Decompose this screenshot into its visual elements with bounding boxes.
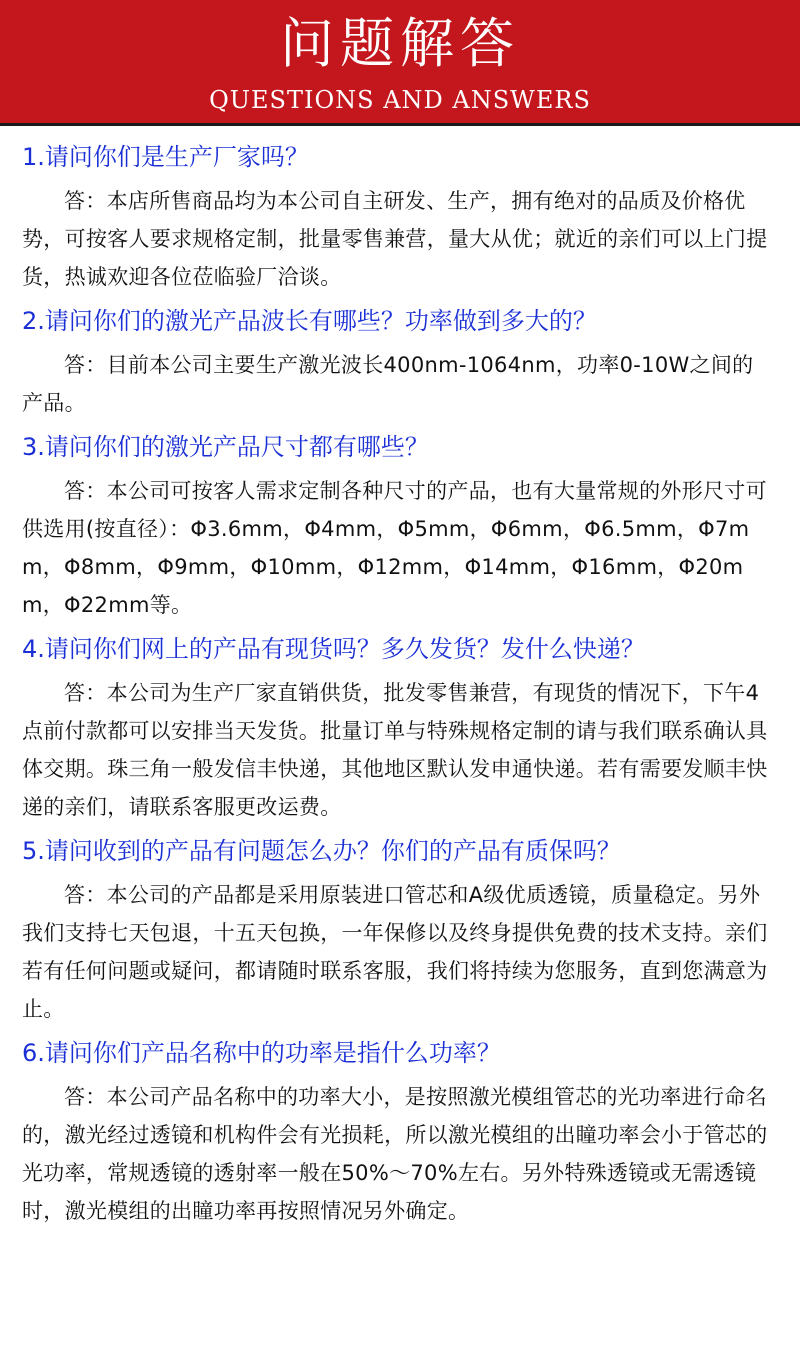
faq-item-5 <box>22 834 772 1028</box>
faq-answer-5: 答：本公司的产品都是采用原装进口管芯和A级优质透镜，质量稳定。另外我们支持七天包退，十五天包换，一年保修以及终身提供免费的技术支持。亲们若有任何问题或疑问，都请随时联系客服，我们将持续为您服务，直到您满意为止。 <box>22 883 768 1021</box>
faq-item-1 <box>22 140 772 296</box>
page-title: 问题解答 <box>280 12 520 75</box>
faq-question-5: 5.请问收到的产品有问题怎么办？你们的产品有质保吗？ <box>22 837 621 865</box>
faq-question-3: 3.请问你们的激光产品尺寸都有哪些？ <box>22 433 429 461</box>
faq-answer-3: 答：本公司可按客人需求定制各种尺寸的产品，也有大量常规的外形尺寸可供选用(按直径）：Φ3.6mm，Φ4mm，Φ5mm，Φ6mm，Φ6.5mm，Φ7mm，Φ8mm，Φ9mm，Φ10mm，Φ12mm，Φ14mm，Φ16mm，Φ20mm，Φ22mm等。 <box>22 479 767 617</box>
faq-question-4: 4.请问你们网上的产品有现货吗？多久发货？发什么快递？ <box>22 635 645 663</box>
faq-item-6 <box>22 1036 772 1230</box>
header-banner <box>0 0 800 126</box>
faq-question-6: 6.请问你们产品名称中的功率是指什么功率？ <box>22 1039 501 1067</box>
faq-item-2 <box>22 304 772 422</box>
faq-answer-4: 答：本公司为生产厂家直销供货，批发零售兼营，有现货的情况下，下午4点前付款都可以安排当天发货。批量订单与特殊规格定制的请与我们联系确认具体交期。珠三角一般发信丰快递，其他地区默认发申通快递。若有需要发顺丰快递的亲们，请联系客服更改运费。 <box>22 681 768 819</box>
faq-question-2: 2.请问你们的激光产品波长有哪些？功率做到多大的？ <box>22 307 597 335</box>
page-subtitle: QUESTIONS AND ANSWERS <box>209 86 591 114</box>
faq-answer-1: 答：本店所售商品均为本公司自主研发、生产，拥有绝对的品质及价格优势，可按客人要求规格定制，批量零售兼营，量大从优；就近的亲们可以上门提货，热诚欢迎各位莅临验厂洽谈。 <box>22 189 768 289</box>
faq-item-4 <box>22 632 772 826</box>
faq-answer-6: 答：本公司产品名称中的功率大小，是按照激光模组管芯的光功率进行命名的，激光经过透镜和机构件会有光损耗，所以激光模组的出瞳功率会小于管芯的光功率，常规透镜的透射率一般在50%～70%左右。另外特殊透镜或无需透镜时，激光模组的出瞳功率再按照情况另外确定。 <box>22 1085 768 1223</box>
faq-answer-2: 答：目前本公司主要生产激光波长400nm-1064nm，功率0-10W之间的产品。 <box>22 353 754 415</box>
faq-question-1: 1.请问你们是生产厂家吗？ <box>22 143 309 171</box>
faq-list <box>0 126 800 1230</box>
faq-item-3 <box>22 430 772 624</box>
